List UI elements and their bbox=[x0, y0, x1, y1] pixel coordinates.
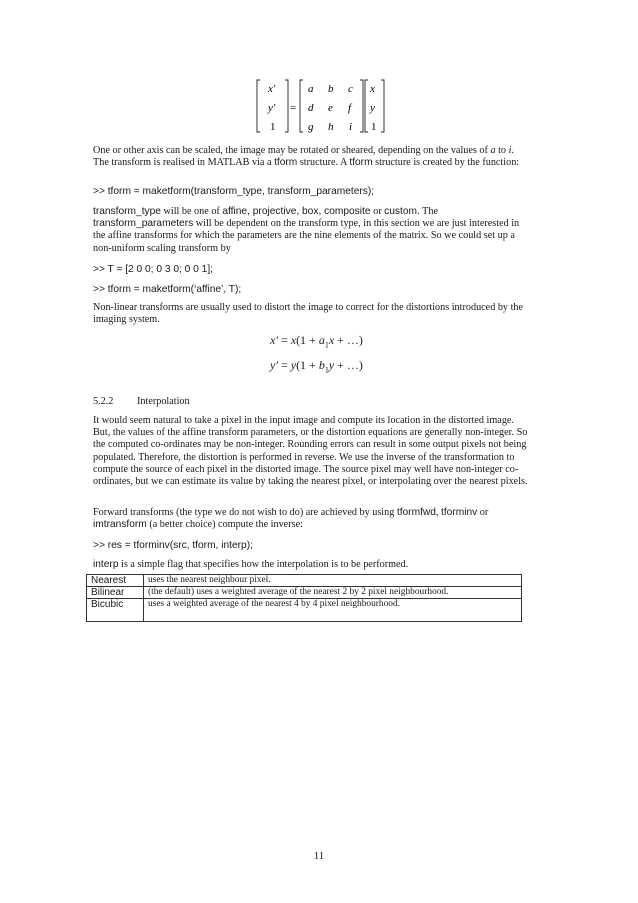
equals-sign: = bbox=[290, 102, 297, 114]
m-a: a bbox=[308, 83, 314, 95]
code-tforminv: >> res = tforminv(src, tform, interp); bbox=[93, 540, 253, 551]
table-row bbox=[87, 599, 522, 622]
description-cell: uses a weighted average of the nearest 4 by 4 pixel neighbourhood. bbox=[144, 599, 522, 622]
code-maketform-affine: >> tform = maketform(‘affine’, T); bbox=[93, 284, 242, 295]
rhs-x: x bbox=[370, 83, 375, 95]
code-matrix-T: >> T = [2 0 0; 0 3 0; 0 0 1]; bbox=[93, 264, 213, 275]
m-e: e bbox=[328, 102, 333, 114]
table-row bbox=[87, 575, 522, 587]
rhs-y: y bbox=[370, 102, 375, 114]
m-h: h bbox=[328, 121, 334, 133]
m-b: b bbox=[328, 83, 334, 95]
equation-line-x: $x' = x(1 + a_1x$ + …) bbox=[270, 333, 363, 350]
section-number: 5.2.2 bbox=[93, 396, 114, 407]
section-heading bbox=[93, 396, 190, 407]
interpolation-table bbox=[86, 574, 522, 622]
m-c: c bbox=[348, 83, 353, 95]
section-title: Interpolation bbox=[137, 396, 190, 407]
lhs-y: y′ bbox=[268, 102, 276, 114]
paragraph-nonlinear: Non-linear transforms are usually used to distort the image to correct for the distortions introduced by the imaging system. bbox=[93, 302, 524, 326]
rhs-1: 1 bbox=[371, 121, 377, 133]
lhs-1: 1 bbox=[270, 121, 276, 133]
m-f: f bbox=[348, 102, 352, 114]
lhs-x: x′ bbox=[268, 83, 276, 95]
description-cell: uses the nearest neighbour pixel. bbox=[144, 575, 522, 587]
description-cell: (the default) uses a weighted average of the nearest 2 by 2 pixel neighbourhood. bbox=[144, 587, 522, 599]
paragraph-interpolation: It would seem natural to take a pixel in the input image and compute its location in the distorted image. But, the values of the affine transform parameters, or the distortion equations are generally non-integer. So the computed co-ordinates may be non-integer. Rounding errors can result in some output pixels not being populated. Therefore, the distortion is performed in reverse. We use the inverse of the transformation to compute the source of each pixel in the distorted image. The source pixel may well have non-integer co-ordinates, but we can estimate its value by taking the nearest pixel, or interpolating over the nearest pixels. bbox=[93, 415, 528, 488]
method-cell: Bicubic bbox=[87, 599, 144, 622]
page-number: 11 bbox=[313, 850, 325, 862]
code-maketform: >> tform = maketform(transform_type, transform_parameters); bbox=[93, 186, 375, 197]
paragraph-forward-transforms: Forward transforms (the type we do not wish to do) are achieved by using tformfwd, tforminv or imtransform (a better choice) compute the inverse: bbox=[93, 507, 489, 531]
m-i: i bbox=[349, 121, 353, 133]
m-d: d bbox=[308, 102, 314, 114]
paragraph-intro: One or other axis can be scaled, the image may be rotated or sheared, depending on the values of a to i. The transform is realised in MATLAB via a tform structure. A tform structure is created by the function: bbox=[93, 145, 520, 169]
paragraph-transform-type: transform_type will be one of affine, projective, box, composite or custom. The transform_parameters will be dependent on the transform type, in this section we are just interested in the affine transforms for which the parameters are the nine elements of the matrix. So we could set up a non-uniform scaling transform by bbox=[93, 206, 520, 254]
matrix-equation bbox=[240, 74, 400, 138]
method-cell: Bilinear bbox=[87, 587, 144, 599]
paragraph-interp-flag: interp is a simple flag that specifies how the interpolation is to be performed. bbox=[93, 559, 409, 570]
method-cell: Nearest bbox=[87, 575, 144, 587]
m-g: g bbox=[308, 121, 314, 133]
table-row bbox=[87, 587, 522, 599]
equation-line-y: $y' = y(1 + b_1y$ + …) bbox=[270, 358, 363, 375]
nonlinear-equations bbox=[270, 330, 363, 381]
